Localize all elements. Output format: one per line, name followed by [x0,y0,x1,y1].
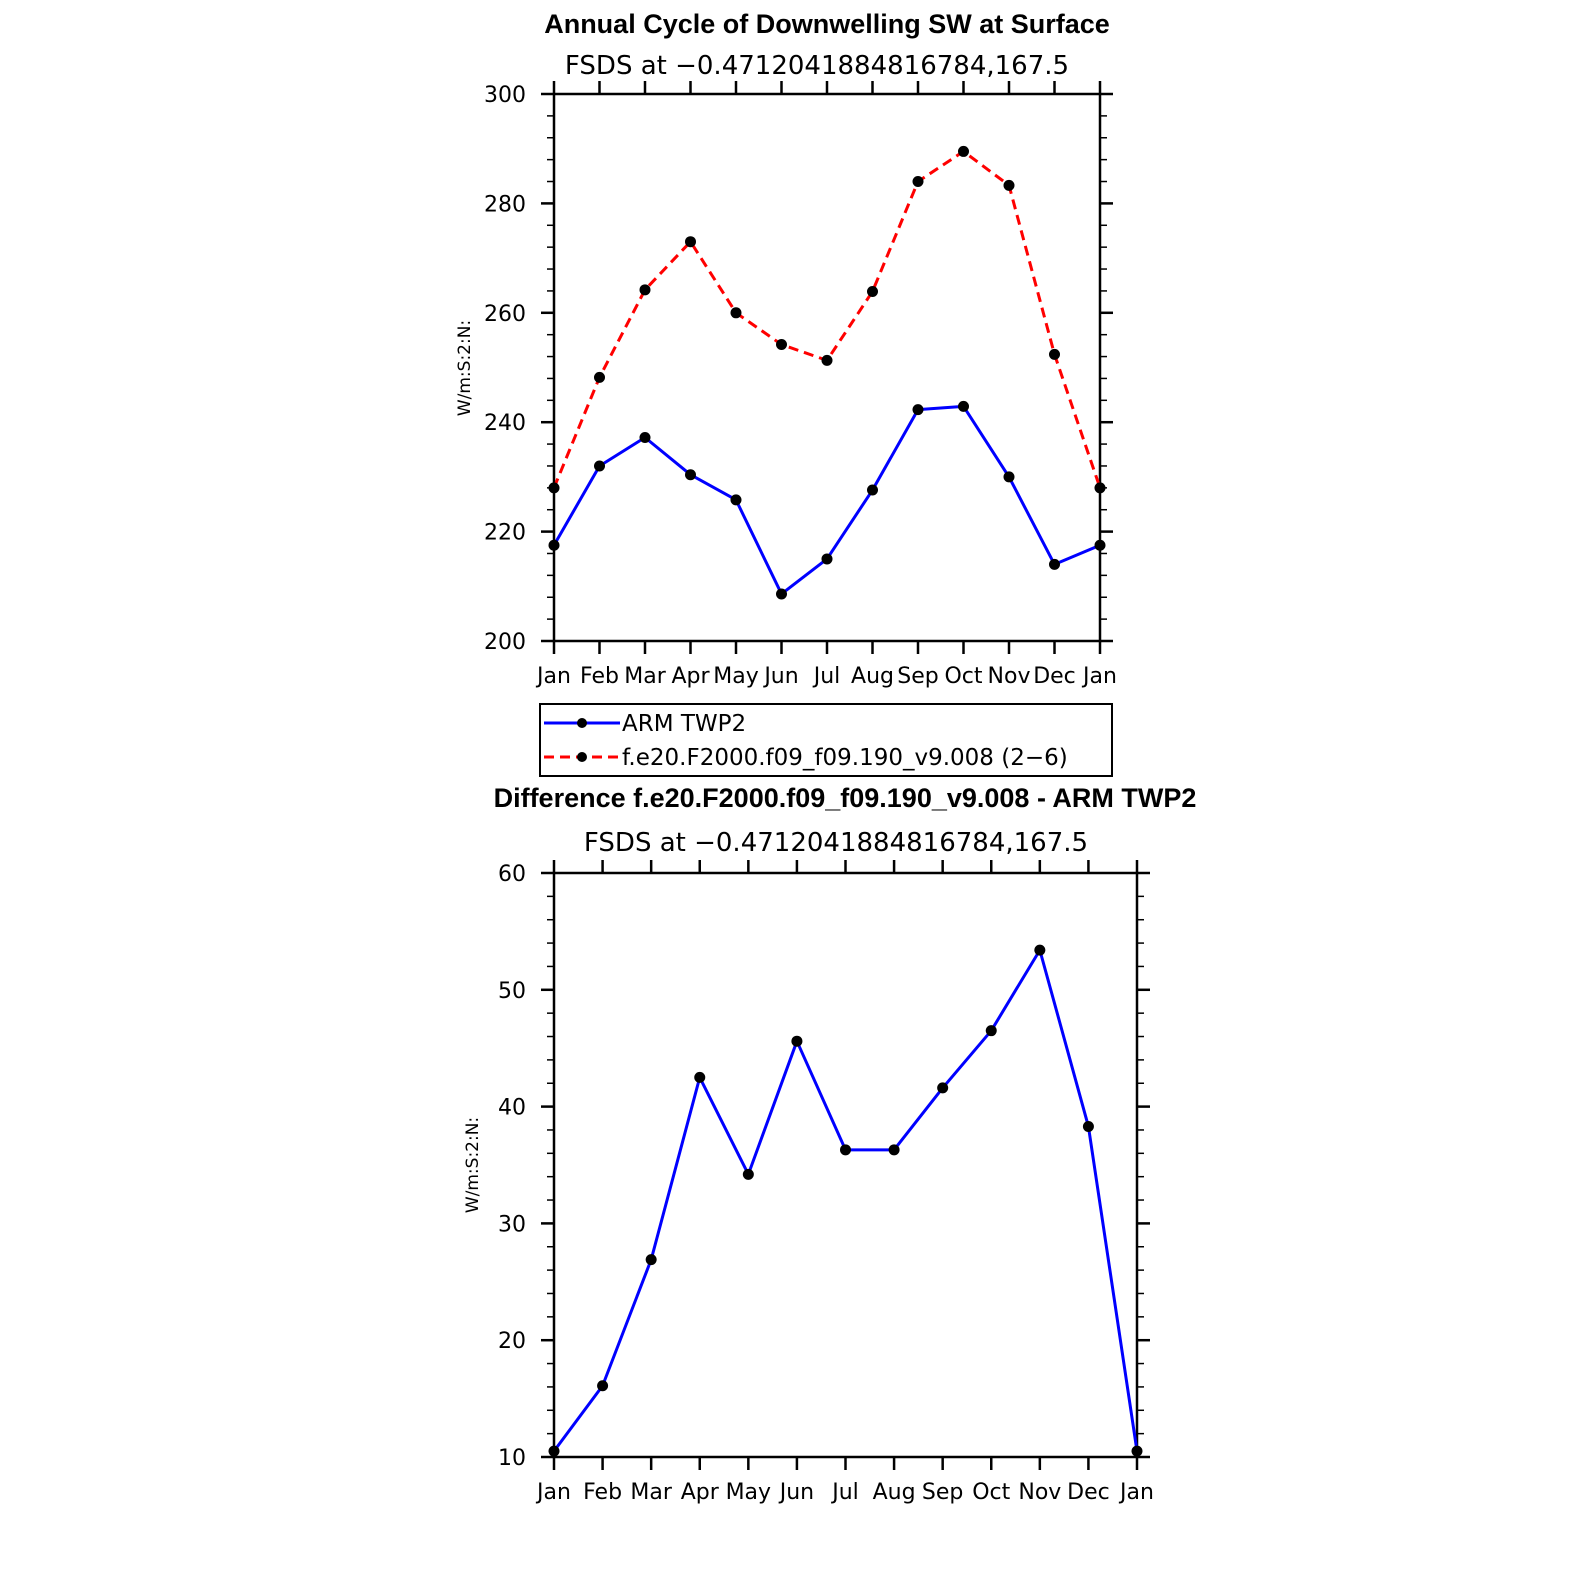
data-point [889,1144,900,1155]
y-tick-label: 40 [498,1095,526,1121]
x-tick-label: May [725,1480,772,1505]
y-tick-labels [484,83,526,655]
x-tick-label: Nov [1018,1480,1062,1505]
data-point [1049,349,1060,360]
y-tick-label: 220 [484,520,526,546]
data-point [694,1072,705,1083]
y-tick-label: 50 [498,978,526,1004]
data-point [731,494,742,505]
x-tick-label: Mar [630,1480,672,1505]
data-point [685,236,696,247]
data-point [913,176,924,187]
x-tick-label: Jun [779,1480,815,1505]
legend [540,704,1112,776]
data-point [1004,471,1015,482]
x-tick-label: Jan [537,664,571,689]
data-point [640,284,651,295]
data-point [958,146,969,157]
x-tick-label: Aug [872,1480,916,1505]
x-tick-label: Mar [624,664,666,689]
x-tick-label: Jan [1083,664,1117,689]
data-point [1132,1446,1143,1457]
y-tick-label: 60 [498,862,526,887]
data-point [549,482,560,493]
data-point [937,1082,948,1093]
y-axis-label: W/m:S:2:N: [463,1116,483,1214]
y-tick-label: 30 [498,1212,526,1238]
y-tick-label: 280 [484,192,526,218]
x-tick-label: Feb [583,1480,623,1505]
legend-marker-model [577,752,587,762]
data-point [640,432,651,443]
series-line [554,950,1137,1451]
x-tick-labels [535,1480,1154,1505]
x-tick-label: Sep [897,664,939,689]
chart-subtitle: FSDS at −0.4712041884816784,167.5 [583,828,1089,858]
x-tick-label: Apr [680,1480,719,1505]
data-point [1034,945,1045,956]
data-point [822,553,833,564]
data-point [776,339,787,350]
data-point [776,588,787,599]
data-point [1004,180,1015,191]
data-point [549,1446,560,1457]
chart-title: Difference f.e20.F2000.f09_f09.190_v9.008 - ARM TWP2 [493,783,1197,813]
y-tick-label: 20 [498,1329,526,1355]
plot-series [549,146,1106,600]
legend-label-arm: ARM TWP2 [622,711,747,737]
x-tick-label: Aug [851,664,894,689]
data-point [822,355,833,366]
legend-label-model: f.e20.F2000.f09_f09.190_v9.008 (2−6) [622,745,1068,771]
data-point [646,1254,657,1265]
data-point [597,1380,608,1391]
data-point [549,540,560,551]
data-point [986,1025,997,1036]
data-point [685,469,696,480]
data-point [731,307,742,318]
y-tick-label: 300 [484,83,526,108]
x-tick-label: Dec [1067,1480,1110,1505]
data-point [1095,482,1106,493]
y-tick-label: 200 [484,630,526,655]
plot-series [549,945,1143,1457]
x-tick-label: Jan [1120,1480,1154,1505]
y-tick-label: 240 [484,411,526,437]
legend-marker-arm [577,718,587,728]
x-tick-label: Oct [944,664,983,689]
data-point [958,401,969,412]
y-tick-labels [498,862,526,1471]
x-tick-labels [535,664,1117,689]
data-point [594,372,605,383]
data-point [913,404,924,415]
x-tick-label: Jan [537,1480,571,1505]
series-line [554,151,1100,487]
x-tick-label: Dec [1033,664,1076,689]
chart-subtitle: FSDS at −0.4712041884816784,167.5 [564,51,1070,81]
series-line [554,406,1100,594]
data-point [867,485,878,496]
data-point [1083,1121,1094,1132]
x-tick-label: Jul [813,664,841,689]
y-tick-label: 10 [498,1446,526,1471]
data-point [1095,540,1106,551]
x-tick-label: Apr [671,664,710,689]
x-tick-label: Jul [832,1480,859,1505]
x-tick-label: Nov [987,664,1031,689]
data-point [743,1169,754,1180]
data-point [840,1144,851,1155]
data-point [1049,559,1060,570]
chart-title: Annual Cycle of Downwelling SW at Surface [544,9,1110,39]
x-tick-label: Sep [921,1480,964,1505]
annual-cycle-chart [455,9,1117,689]
data-point [791,1036,802,1047]
axes-frame [541,860,1150,1470]
data-point [867,286,878,297]
x-tick-label: Feb [580,664,619,689]
y-axis-label: W/m:S:2:N: [455,319,475,417]
x-tick-label: May [713,664,759,689]
data-point [594,460,605,471]
y-tick-label: 260 [484,301,526,327]
x-tick-label: Oct [972,1480,1011,1505]
axes-frame [541,81,1113,654]
x-tick-label: Jun [764,664,799,689]
difference-chart [463,783,1196,1505]
plot-frame [554,873,1137,1457]
